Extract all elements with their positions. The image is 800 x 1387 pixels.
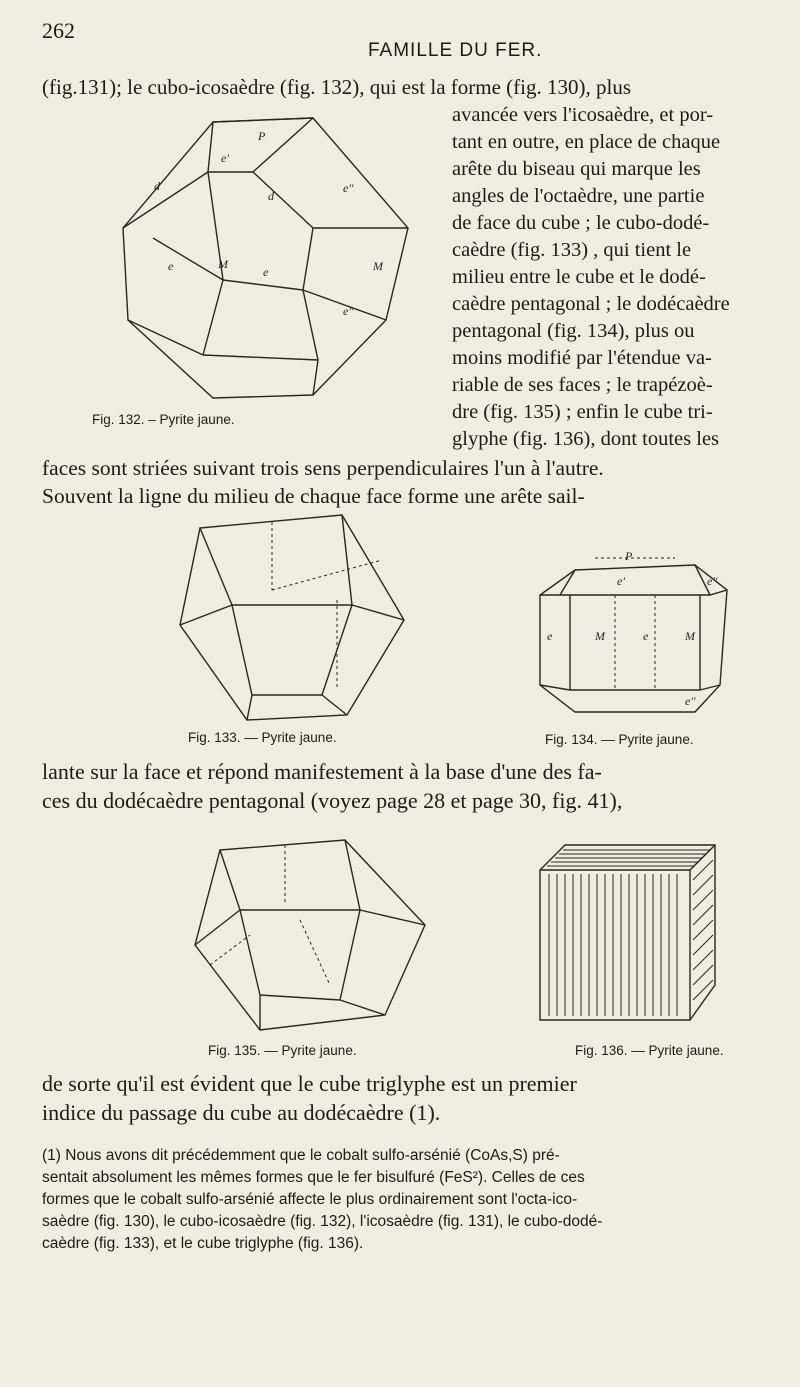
figure-label: M: [685, 629, 695, 643]
figure-label: e'': [685, 694, 696, 708]
figure-label: P: [258, 129, 266, 143]
figure-label: d: [154, 179, 160, 193]
figure-133-drawing: [172, 510, 412, 720]
footnote-line: saèdre (fig. 130), le cubo-icosaèdre (fig. 132), l'icosaèdre (fig. 131), le cubo-dodé-: [42, 1213, 603, 1230]
figure-label: e'': [707, 574, 718, 588]
text-line: Souvent la ligne du milieu de chaque face forme une arête sail-: [42, 484, 585, 508]
text-line: milieu entre le cube et le dodé-: [452, 266, 706, 288]
figure-134-drawing: [535, 540, 735, 720]
footnote-line: (1) Nous avons dit précédemment que le cobalt sulfo-arsénié (CoAs,S) pré-: [42, 1147, 560, 1164]
text-line: caèdre pentagonal ; le dodécaèdre: [452, 293, 730, 315]
figure-caption: Fig. 134. — Pyrite jaune.: [545, 732, 694, 747]
figure-132-drawing: [118, 110, 408, 410]
text-line: arête du biseau qui marque les: [452, 158, 701, 180]
figure-caption: Fig. 133. — Pyrite jaune.: [188, 730, 337, 745]
footnote-line: sentait absolument les mêmes formes que le fer bisulfuré (FeS²). Celles de ces: [42, 1169, 585, 1186]
side-face-striations: [693, 860, 713, 1000]
figure-label: e: [547, 629, 553, 643]
text-line: dre (fig. 135) ; enfin le cube tri-: [452, 401, 713, 423]
page-number: 262: [42, 18, 75, 43]
figure-label: e': [221, 151, 229, 165]
figure-caption: Fig. 132. – Pyrite jaune.: [92, 412, 235, 427]
text-line: pentagonal (fig. 134), plus ou: [452, 320, 695, 342]
figure-label: e'': [343, 304, 354, 318]
text-line: (fig.131); le cubo-icosaèdre (fig. 132), qui est la forme (fig. 130), plus: [42, 75, 631, 99]
figure-label: e'': [343, 181, 354, 195]
figure-label: P: [625, 549, 633, 563]
figure-label: e': [617, 574, 625, 588]
text-line: moins modifié par l'étendue va-: [452, 347, 712, 369]
text-line: de sorte qu'il est évident que le cube triglyphe est un premier: [42, 1071, 577, 1096]
figure-caption: Fig. 135. — Pyrite jaune.: [208, 1043, 357, 1058]
text-line: lante sur la face et répond manifestement à la base d'une des fa-: [42, 759, 602, 784]
footnote-line: formes que le cobalt sulfo-arsénié affecte le plus ordinairement sont l'octa-ico-: [42, 1191, 578, 1208]
top-face-striations: [547, 850, 711, 866]
text-line: caèdre (fig. 133) , qui tient le: [452, 239, 692, 261]
figure-label: e: [263, 265, 269, 279]
footnote-line: caèdre (fig. 133), et le cube triglyphe (fig. 136).: [42, 1235, 364, 1252]
text-line: riable de ses faces ; le trapézoè-: [452, 374, 713, 396]
text-line: ces du dodécaèdre pentagonal (voyez page 28 et page 30, fig. 41),: [42, 788, 623, 813]
figure-label: e: [643, 629, 649, 643]
text-line: avancée vers l'icosaèdre, et por-: [452, 104, 714, 126]
figure-label: M: [595, 629, 605, 643]
text-line: de face du cube ; le cubo-dodé-: [452, 212, 710, 234]
text-line: glyphe (fig. 136), dont toutes les: [452, 428, 720, 450]
text-line: faces sont striées suivant trois sens perpendiculaires l'un à l'autre.: [42, 456, 604, 480]
front-face-striations: [549, 874, 677, 1016]
text-line: indice du passage du cube au dodécaèdre (1).: [42, 1100, 441, 1125]
figure-label: M: [373, 259, 383, 273]
figure-caption: Fig. 136. — Pyrite jaune.: [575, 1043, 724, 1058]
running-head: FAMILLE DU FER.: [368, 40, 543, 61]
figure-135-drawing: [190, 825, 430, 1035]
figure-label: d: [268, 189, 274, 203]
figure-label: M: [218, 257, 228, 271]
figure-136-drawing: [535, 840, 720, 1025]
figure-label: e: [168, 259, 174, 273]
text-line: angles de l'octaèdre, une partie: [452, 185, 705, 207]
text-line: tant en outre, en place de chaque: [452, 131, 721, 153]
